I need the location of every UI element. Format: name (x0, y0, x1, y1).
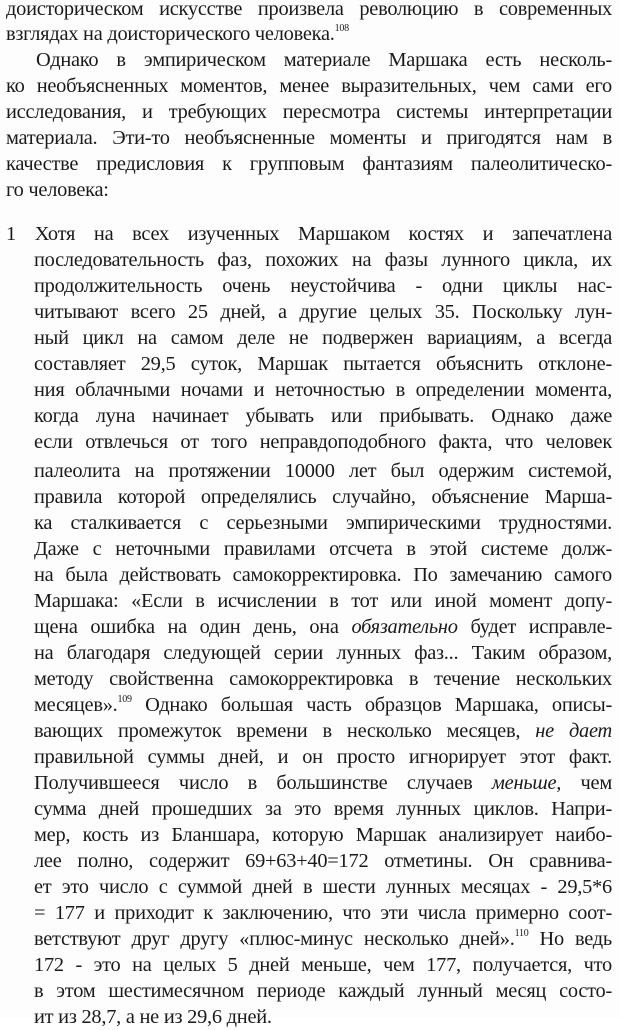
line-text: Маршака: «Если в исчислении в тот или иной момент допу- (34, 590, 612, 612)
line-text: вающих промежуток времени в несколько месяцев, (34, 720, 536, 742)
line-text: правила которой определялись случайно, объяснение Марша- (34, 486, 612, 508)
text-line (6, 151, 612, 177)
text-line (34, 484, 612, 510)
text-line (34, 325, 612, 351)
text-line (6, 177, 109, 203)
text-line (34, 848, 612, 874)
line-text: щена ошибка на один день, она (34, 616, 352, 638)
text-line (34, 614, 612, 640)
text-line (34, 770, 612, 796)
text-line (34, 744, 612, 770)
line-text: мер, кость из Бланшара, которую Маршак анализирует наибо- (34, 824, 612, 846)
text-line (34, 900, 612, 926)
line-text: ко необъясненных моментов, менее выразительных, чем сами его (6, 75, 612, 97)
line-text: 172 - это на целых 5 дней меньше, чем 177, получается, что (34, 954, 612, 976)
text-line (34, 536, 612, 562)
footnote-marker: 108 (334, 23, 349, 34)
text-line (34, 926, 612, 952)
line-text: когда луна начинает убывать или прибывать. Однако даже (34, 405, 612, 427)
text-line (6, 125, 612, 151)
line-text: материала. Эти-то необъясненные моменты и пригодятся нам в (6, 127, 612, 149)
line-text: на благодаря следующей серии лунных фаз... Таким образом, (34, 642, 612, 664)
text-line (6, 0, 612, 22)
text-line (34, 458, 612, 484)
line-text: ет это число с суммой дней в шести лунных месяцах - 29,5*6 (34, 876, 612, 898)
line-text: ка сталкивается с серьезными эмпирическими трудностями. (34, 512, 612, 534)
line-text: продолжительность очень неустойчива - одни циклы нас- (34, 275, 612, 297)
line-text: ния облачными ночами и неточностью в определении момента, (34, 379, 612, 401)
text-line (34, 952, 612, 978)
line-text: методу свойственна самокорректировка в течение нескольких (34, 668, 612, 690)
line-text: чем (561, 772, 612, 794)
text-line (34, 273, 612, 299)
text-line (34, 562, 612, 588)
line-text: в этом шестимесячном периоде каждый лунный месяц состо- (34, 980, 612, 1002)
line-text: на была действовать самокорректировка. По замечанию самого (34, 564, 612, 586)
line-text: качестве предисловия к групповым фантазиям палеолитическо- (6, 153, 612, 175)
text-line (34, 588, 612, 614)
footnote-marker: 109 (117, 694, 132, 705)
line-text: составляет 29,5 суток, Маршак пытается объяснить отклоне- (34, 353, 612, 375)
line-text: сумма дней прошедших за это время лунных циклов. Напри- (34, 798, 612, 820)
footnote-marker: 110 (514, 928, 529, 939)
text-line (34, 718, 612, 744)
line-text: Даже с неточными правилами отсчета в этой системе долж- (34, 538, 612, 560)
text-line (34, 429, 612, 455)
text-line (34, 978, 612, 1004)
text-line (34, 403, 612, 429)
text-line (34, 247, 612, 273)
text-line (34, 299, 612, 325)
line-text: исследования, и требующих пересмотра системы интерпретации (6, 101, 612, 123)
line-text: Однако в эмпирическом материале Маршака есть несколь- (36, 49, 612, 71)
line-text: доисторическом искусстве произвела революцию в современных (6, 0, 612, 20)
text-line (34, 510, 612, 536)
text-line (34, 377, 612, 403)
emphasis-text: не дает (535, 720, 613, 742)
text-line (6, 21, 349, 47)
emphasis-text: обязательно (351, 616, 458, 638)
text-line (34, 1004, 272, 1030)
line-text: го человека: (6, 179, 109, 201)
line-text: правильной суммы дней, и он просто игнорирует этот факт. (34, 746, 612, 768)
line-text: ветствуют друг другу «плюс-минус несколько дней». (34, 928, 515, 950)
line-text: палеолита на протяжении 10000 лет был одержим системой, (34, 460, 612, 482)
text-line (6, 73, 612, 99)
text-line (34, 666, 612, 692)
emphasis-text: меньше, (491, 772, 562, 794)
line-text: месяцев». (34, 694, 118, 716)
text-line (34, 351, 612, 377)
text-line (34, 822, 612, 848)
text-line (34, 640, 612, 666)
line-text: Получившееся число в большинстве случаев (34, 772, 492, 794)
text-line (6, 99, 612, 125)
text-line (34, 692, 612, 718)
line-text: ит из 28,7, а не из 29,6 дней. (34, 1006, 272, 1028)
line-text: 1 Хотя на всех изученных Маршаком костях и запечатлена (6, 223, 612, 245)
line-text: лее полно, содержит 69+63+40=172 отметины. Он сравнива- (34, 850, 612, 872)
text-line (34, 874, 612, 900)
line-text: читывают всего 25 дней, а другие целых 35. Поскольку лун- (34, 301, 612, 323)
line-text: если отвлечься от того неправдоподобного факта, что человек (34, 431, 612, 453)
line-text: будет исправле- (457, 616, 612, 638)
text-line (34, 796, 612, 822)
line-text: ный цикл на самом деле не подвержен вариациям, а всегда (34, 327, 612, 349)
text-line (36, 47, 612, 73)
line-text: Однако большая часть образцов Маршака, описы- (131, 694, 612, 716)
list-item-first-line (6, 221, 612, 247)
line-text: Но ведь (528, 928, 612, 950)
line-text: = 177 и приходит к заключению, что эти числа примерно соот- (34, 902, 612, 924)
line-text: взглядах на доисторического человека. (6, 23, 335, 45)
line-text: последовательность фаз, похожих на фазы лунного цикла, их (34, 249, 612, 271)
